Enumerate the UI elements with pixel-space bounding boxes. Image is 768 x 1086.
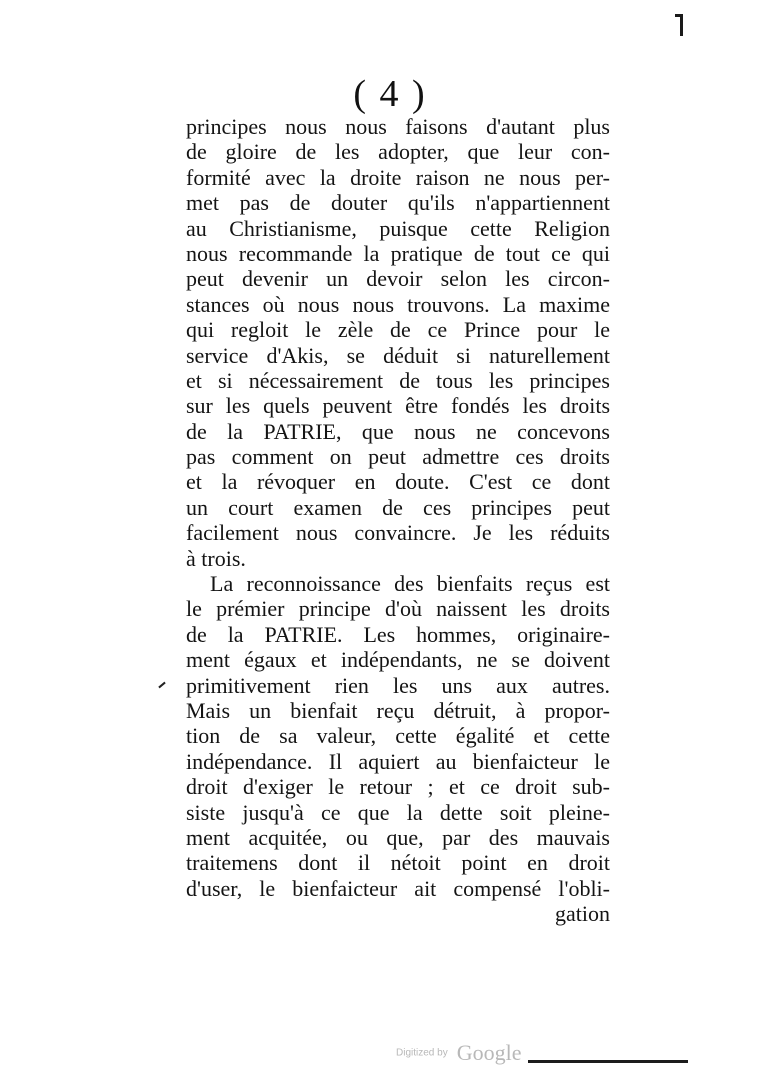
text-line: et si nécessairement de tous les principes	[186, 367, 610, 393]
text-line: principes nous nous faisons d'autant plus	[186, 114, 610, 139]
body-text	[186, 114, 610, 927]
text-line: indépendance. Il aquiert au bienfaicteur le	[186, 748, 610, 774]
text-line: de gloire de les adopter, que leur con-	[186, 139, 610, 165]
text-line: Mais un bienfait reçu détruit, à propor-	[186, 697, 610, 723]
text-line: ment acquitée, ou que, par des mauvais	[186, 824, 610, 850]
text-line: primitivement rien les uns aux autres.	[186, 672, 610, 698]
text-line: droit d'exiger le retour ; et ce droit sub-	[186, 774, 610, 800]
text-line: sur les quels peuvent être fondés les droits	[186, 393, 610, 419]
text-line: traitemens dont il nétoit point en droit	[186, 850, 610, 876]
text-line: service d'Akis, se déduit si naturellement	[186, 342, 610, 368]
text-line: facilement nous convaincre. Je les réduits	[186, 520, 610, 546]
text-line: le prémier principe d'où naissent les droits	[186, 596, 610, 622]
text-line: qui regloit le zèle de ce Prince pour le	[186, 317, 610, 343]
footer-rule	[528, 1060, 688, 1063]
text-line: d'user, le bienfaicteur ait compensé l'obli-	[186, 875, 610, 901]
text-line: formité avec la droite raison ne nous per-	[186, 164, 610, 190]
text-line: stances où nous nous trouvons. La maxime	[186, 291, 610, 317]
text-line: met pas de douter qu'ils n'appartiennent	[186, 190, 610, 216]
text-line: de la PATRIE, que nous ne concevons	[186, 418, 610, 444]
corner-mark	[675, 14, 683, 36]
text-line: ment égaux et indépendants, ne se doivent	[186, 647, 610, 673]
watermark-prefix: Digitized by	[396, 1047, 448, 1059]
text-line: peut devenir un devoir selon les circon-	[186, 266, 610, 292]
text-line: pas comment on peut admettre ces droits	[186, 444, 610, 470]
text-line: au Christianisme, puisque cette Religion	[186, 215, 610, 241]
text-line: tion de sa valeur, cette égalité et cette	[186, 723, 610, 749]
text-line: siste jusqu'à ce que la dette soit pleine-	[186, 799, 610, 825]
text-line: à trois.	[186, 545, 246, 571]
digitization-watermark	[396, 1040, 522, 1068]
google-logo: Google	[456, 1040, 522, 1065]
text-line: et la révoquer en doute. C'est ce dont	[186, 469, 610, 495]
text-line: La reconnoissance des bienfaits reçus est	[210, 571, 610, 597]
text-line: de la PATRIE. Les hommes, originaire-	[186, 621, 610, 647]
stray-ink-mark	[158, 682, 165, 689]
text-line: nous recommande la pratique de tout ce qui	[186, 240, 610, 266]
text-line: un court examen de ces principes peut	[186, 494, 610, 520]
page-number: ( 4 )	[353, 73, 427, 115]
catchword: gation	[555, 901, 610, 927]
